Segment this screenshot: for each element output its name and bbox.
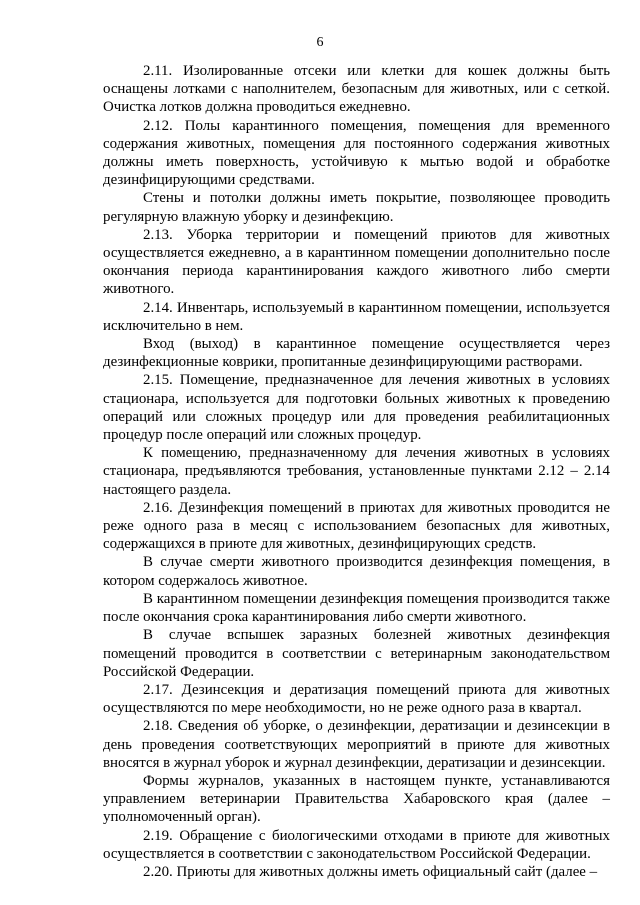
paragraph-walls-ceilings: Стены и потолки должны иметь покрытие, позволяющее проводить регулярную влажную уборку и дезинфекцию. — [103, 190, 610, 225]
paragraph-2-12: 2.12. Полы карантинного помещения, помещения для временного содержания животных, помещения для постоянного содержания животных должны иметь поверхность, устойчивую к мытью водой и обработке дезинфицирующими средствами. — [103, 117, 610, 189]
paragraph-2-16: 2.16. Дезинфекция помещений в приютах для животных проводится не реже одного раза в месяц с использованием безопасных для животных, содержащихся в приюте для животных, дезинфицирующих средств. — [103, 499, 610, 553]
paragraph-2-18: 2.18. Сведения об уборке, о дезинфекции, дератизации и дезинсекции в день проведения соответствующих мероприятий в приюте для животных вносятся в журнал уборок и журнал дезинфекции, дератизации и дезинсекции. — [103, 718, 610, 771]
paragraph-2-19: 2.19. Обращение с биологическими отходами в приюте для животных осуществляется в соответствии с законодательством Российской Федерации. — [103, 827, 610, 862]
paragraph-2-20: 2.20. Приюты для животных должны иметь официальный сайт (далее – — [143, 863, 598, 880]
page-number: 6 — [316, 35, 324, 50]
paragraph-2-13: 2.13. Уборка территории и помещений приютов для животных осуществляется ежедневно, а в карантинном помещении дополнительно после окончания периода карантинирования каждого животного либо смерти животного. — [103, 226, 610, 298]
paragraph-journal-forms: Формы журналов, указанных в настоящем пункте, устанавливаются управлением ветеринарии Правительства Хабаровского края (далее – уполномоченный орган). — [103, 772, 610, 826]
paragraph-2-17: 2.17. Дезинсекция и дератизация помещений приюта для животных осуществляются по мере необходимости, но не реже одного раза в квартал. — [103, 681, 610, 717]
paragraph-quarantine-disinfection: В карантинном помещении дезинфекция помещения производится также после окончания срока карантинирования либо смерти животного. — [103, 590, 610, 626]
paragraph-2-15: 2.15. Помещение, предназначенное для лечения животных в условиях стационара, используется для подготовки больных животных к проведению операций или сложных процедур или для проведения реабилитационных процедур после операций или сложных процедур. — [103, 372, 610, 444]
paragraph-death-disinfection: В случае смерти животного производится дезинфекция помещения, в котором содержалось животное. — [103, 554, 610, 589]
body-text — [103, 62, 610, 881]
paragraph-outbreak-disinfection: В случае вспышек заразных болезней животных дезинфекция помещений проводится в соответствии с ветеринарным законодательством Российской Федерации. — [103, 627, 610, 680]
paragraph-2-14: 2.14. Инвентарь, используемый в карантинном помещении, используется исключительно в нем. — [103, 299, 610, 334]
paragraph-entrance-mats: Вход (выход) в карантинное помещение осуществляется через дезинфекционные коврики, пропитанные дезинфицирующими растворами. — [103, 336, 610, 371]
paragraph-2-11: 2.11. Изолированные отсеки или клетки для кошек должны быть оснащены лотками с наполнителем, безопасным для животных, или с сеткой. Очистка лотков должна проводиться ежедневно. — [103, 63, 610, 116]
paragraph-inpatient-requirements: К помещению, предназначенному для лечения животных в условиях стационара, предъявляются требования, установленные пунктами 2.12 – 2.14 настоящего раздела. — [103, 445, 610, 498]
